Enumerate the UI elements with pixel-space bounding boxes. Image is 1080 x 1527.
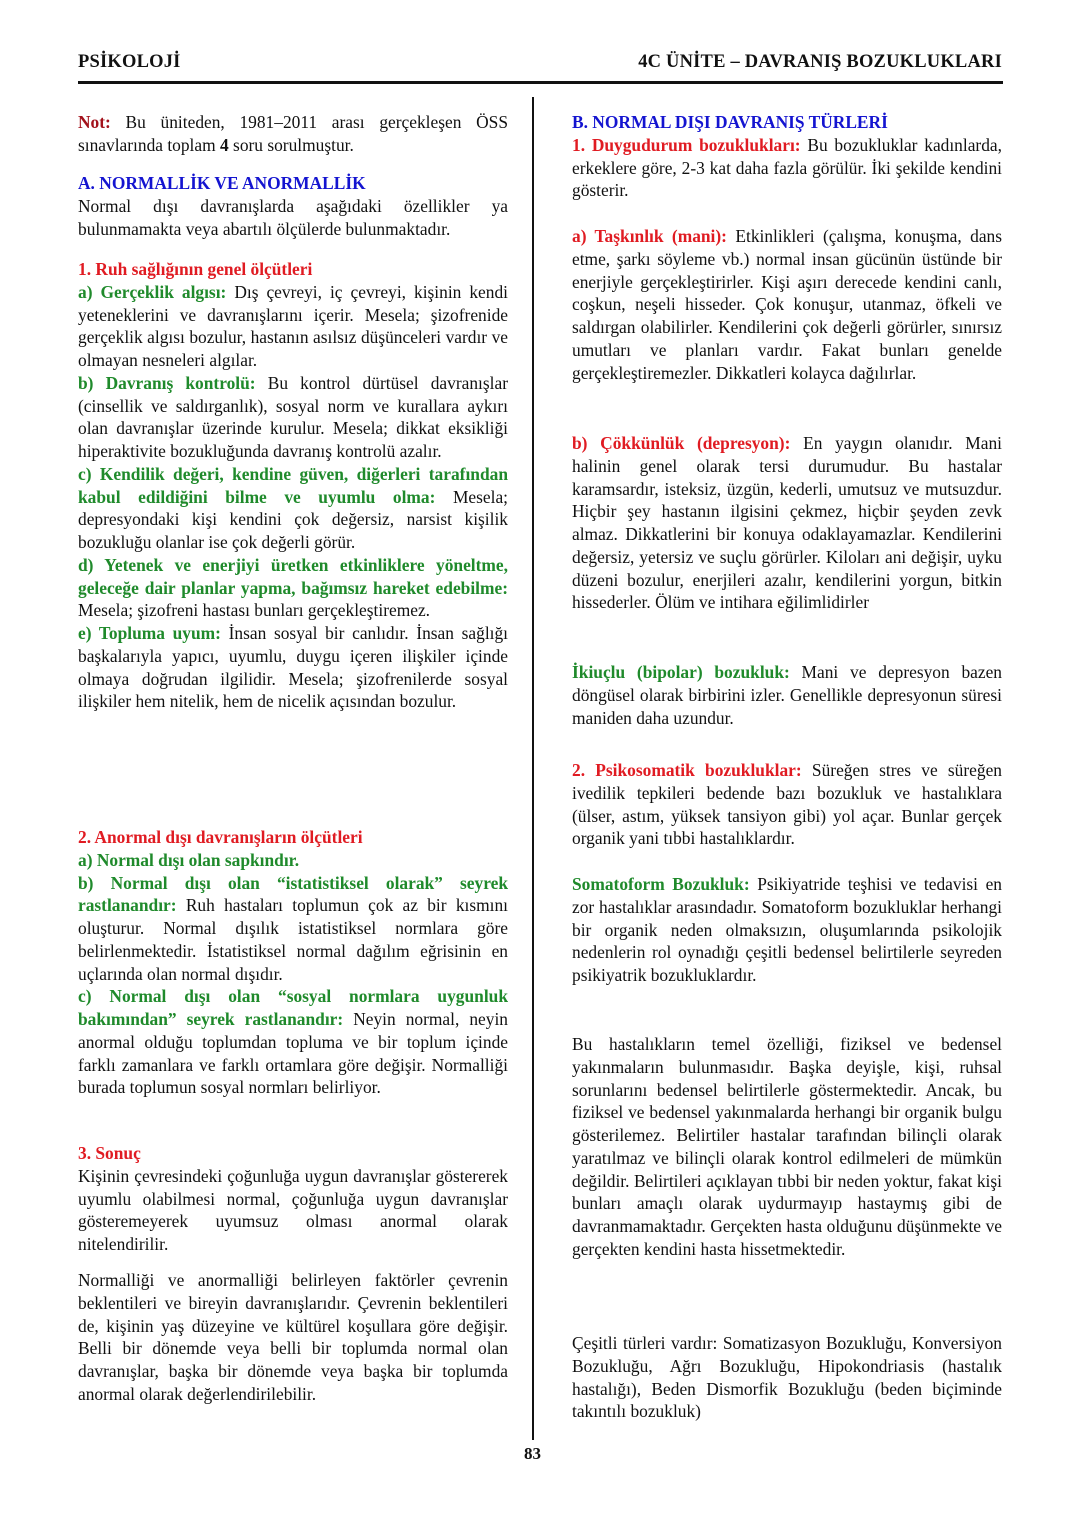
text-line [78, 826, 508, 849]
text-line [78, 554, 508, 622]
text-line [78, 463, 508, 554]
body-text: Mani ve depresyon bazen döngüsel olarak birbirini izler. Genellikle depresyonun süresi maniden daha uzundur. [572, 662, 1002, 728]
right-paragraph [572, 873, 1002, 987]
emphasis-text: Not: [78, 112, 111, 132]
emphasis-text: c) Kendilik değeri, kendine güven, diğerleri tarafından kabul edildiğini bilme ve uyumlu olma: [78, 463, 508, 507]
right-paragraph [572, 225, 1002, 384]
right-paragraph [572, 759, 1002, 850]
emphasis-text: a) Gerçeklik algısı: [78, 281, 227, 302]
text-line [78, 1165, 508, 1256]
right-paragraph [572, 432, 1002, 614]
heading-text: 2. Anormal dışı davranışların ölçütleri [78, 827, 363, 847]
text-line [78, 1269, 508, 1406]
heading-text: 1. Duygudurum bozuklukları: [572, 134, 801, 155]
left-paragraph [78, 1142, 508, 1256]
header-unit-title: 4C ÜNİTE – DAVRANIŞ BOZUKLUKLARI [638, 52, 1002, 72]
emphasis-text: a) Normal dışı olan sapkındır. [78, 849, 300, 870]
emphasis-text: c) Normal dışı olan “sosyal normlara uygunluk bakımından” seyrek rastlanandır: [78, 986, 508, 1029]
body-text: Normal dışı davranışlarda aşağıdaki özellikler ya bulunmamakta veya abartılı ölçülerde bulunmaktadır. [78, 195, 508, 239]
right-paragraph [572, 661, 1002, 729]
body-text: Çeşitli türleri vardır: Somatizasyon Bozukluğu, Konversiyon Bozukluğu, Ağrı Bozukluğu, Hipokondriasis (hastalık hastalığı), Beden Dismorfik Bozukluğu (beden biçiminde takıntılı bozukluk) [572, 1333, 1002, 1422]
text-line [78, 372, 508, 463]
heading-text: B. NORMAL DIŞI DAVRANIŞ TÜRLERİ [572, 112, 888, 132]
text-line [78, 622, 508, 713]
text-line [572, 111, 1002, 134]
heading-text: b) Çökkünlük (depresyon): [572, 433, 791, 453]
right-paragraph [572, 1332, 1002, 1423]
text-line [78, 849, 508, 872]
text-line [572, 759, 1002, 850]
column-divider [532, 97, 534, 1440]
emphasis-text: Somatoform Bozukluk: [572, 874, 750, 894]
body-text: İnsan sosyal bir canlıdır. İnsan sağlığı başkalarıyla yapıcı, uyumlu, duygu içeren ilişkiler içinde olmaya doğrudan ilgilidir. Mesela; şizofrenilerde sosyal ilişkiler hem nitelik, hem de nicelik açısından bozulur. [78, 623, 509, 712]
heading-text: a) Taşkınlık (mani): [572, 226, 727, 246]
heading-text: A. NORMALLİK VE ANORMALLİK [78, 173, 366, 193]
body-text: Etkinlikleri (çalışma, konuşma, dans etme, şarkı söyleme vb.) normal insan gücünün üstünde bir enerjiyle gerçekleştirirler. Kişi aşırı derecede kendini canlı, coşkun, neşeli hisseder. Çok konuşur, utanmaz, öfkeli ve saldırgan olabilirler. Kendilerini çok değerli görürler, sınırsız umutları ve planları vardır. Fakat bunları genelde gerçekleştiremezler. Dikkatleri kolayca dağılırlar. [572, 226, 1003, 383]
text-line [572, 1033, 1002, 1261]
text-line [78, 111, 508, 157]
emphasis-text: b) Davranış kontrolü: [78, 372, 256, 393]
emphasis-text: d) Yetenek ve enerjiyi üretken etkinliklere yöneltme, geleceğe dair planlar yapma, bağımsız hareket edebilme: [78, 554, 508, 598]
left-paragraph [78, 111, 508, 157]
right-paragraph [572, 111, 1002, 202]
left-paragraph [78, 258, 508, 713]
body-text: Dış çevreyi, iç çevreyi, kişinin kendi yeteneklerini ve davranışlarını içerir. Mesela; şizofrenide gerçeklik algısı bozulur, hastanın asılsız düşünceleri vardır ve olmayan nesneleri algılar. [78, 281, 508, 370]
body-text: Normalliği ve anormalliği belirleyen faktörler çevrenin beklentileri ve bireyin davranışlarıdır. Çevrenin beklentileri de, kişinin yaş düzeyine ve kültürel koşullara göre değişir. Belli bir dönemde veya belli bir toplumda normal olan davranışlar, başka bir dönemde veya başka bir toplumda anormal olarak değerlendirilebilir. [78, 1270, 508, 1404]
body-text: Neyin normal, neyin anormal olduğu toplumdan topluma ve bir toplum içinde farklı zamanlara ve farklı ortamlara göre değişir. Normalliği burada toplumun sosyal normları belirliyor. [78, 1009, 508, 1098]
emphasis-text: b) Normal dışı olan “istatistiksel olarak” seyrek rastlanandır: [78, 872, 508, 916]
left-paragraph [78, 1269, 508, 1406]
text-line [78, 281, 508, 372]
header-divider [78, 81, 1003, 84]
text-line [572, 225, 1002, 384]
left-paragraph [78, 172, 508, 240]
left-paragraph [78, 826, 508, 1099]
body-text: Kişinin çevresindeki çoğunluğa uygun davranışlar göstererek uyumlu olabilmesi normal, çoğunluğa uygun davranışlar gösteremeyerek uyumsuz olması anormal olarak nitelendirilir. [78, 1165, 508, 1254]
text-line [572, 134, 1002, 202]
body-text: Mesela; depresyondaki kişi kendini çok değersiz, narsist kişilik bozukluğu olanlar ise çok değerli görür. [78, 486, 508, 552]
heading-text: 2. Psikosomatik bozukluklar: [572, 760, 802, 780]
text-line [572, 1332, 1002, 1423]
text-line [572, 661, 1002, 729]
body-text: Süreğen stres ve süreğen ivedilik tepkileri bedende bazı bozukluk ve hastalıklara (ülser, astım, yüksek tansiyon gibi) yol açar. Bunlar gerçek organik yani tıbbi hastalıklardır. [572, 760, 1002, 849]
body-text: Bu üniteden, 1981–2011 arası gerçekleşen ÖSS sınavlarında toplam [78, 112, 508, 155]
body-text: Bu bozukluklar kadınlarda, erkeklere göre, 2-3 kat daha fazla görülür. İki şekilde kendini gösterir. [572, 134, 1002, 201]
text-line [78, 258, 508, 281]
body-text: En yaygın olanıdır. Mani halinin genel olarak tersi durumudur. Bu hastalar karamsardır, isteksiz, üzgün, kederli, umutsuz ve mutsuzdur. Hiçbir şey hastanın ilgisini çekmez, hiçbir şeyden zevk almaz. Dikkatlerini bir konuya odaklayamazlar. Kendilerini değersiz, yetersiz ve suçlu görürler. Kiloları ani değişir, uyku düzeni bozulur, enerjileri azalır, kendilerini yorgun, bitkin hissederler. Ölüm ve intihara eğilimlidirler [572, 433, 1002, 613]
page-number: 83 [524, 1444, 541, 1463]
right-paragraph [572, 1033, 1002, 1261]
body-text: soru sorulmuştur. [228, 134, 354, 155]
text-line [78, 985, 508, 1099]
emphasis-text: e) Topluma uyum: [78, 623, 221, 643]
body-text: Bu kontrol dürtüsel davranışlar (cinsellik ve saldırganlık), sosyal norm ve kurallara aykırı olan davranışlar üzerinde kurulur. Mesela; dikkat eksikliği hiperaktivite bozukluğunda davranış kontrolü azalır. [78, 372, 508, 461]
text-line [78, 172, 508, 195]
text-line [78, 1142, 508, 1165]
header-subject: PSİKOLOJİ [78, 52, 181, 72]
body-text: Mesela; şizofreni hastası bunları gerçekleştiremez. [78, 600, 431, 621]
text-line [78, 872, 508, 986]
text-line [78, 195, 508, 241]
body-text: Psikiyatride teşhisi ve tedavisi en zor hastalıklar arasındadır. Somatoform bozukluklar herhangi bir organik neden olmaksızın, oluşumlarında psikolojik nedenlerin rol oynadığı çeşitli bedensel belirtilerle seyreden psikiyatrik bozukluklardır. [572, 874, 1002, 985]
emphasis-text: 4 [220, 134, 229, 155]
emphasis-text: İkiuçlu (bipolar) bozukluk: [572, 662, 790, 682]
heading-text: 3. Sonuç [78, 1143, 141, 1163]
body-text: Bu hastalıkların temel özelliği, fiziksel ve bedensel yakınmaların bulunmasıdır. Başka deyişle, kişi, ruhsal sorunlarını bedensel belirtilerle göstermektedir. Ancak, bu fiziksel ve bedensel yakınmalarda herhangi bir organik bulgu gösterilemez. Belirtiler hastalar tarafından bilinçli olarak yaratılmaz ve bilinçli olarak kontrol edilmeleri de mümkün değildir. Belirtileri açıklayan tıbbi bir neden yoktur, fakat kişi bunları amaçlı olarak uydurmayıp hastaymış gibi de davranmamaktadır. Gerçekten hasta olduğunu düşünmekte ve gerçekten kendini hasta hissetmektedir. [572, 1034, 1002, 1259]
heading-text: 1. Ruh sağlığının genel ölçütleri [78, 259, 313, 279]
text-line [572, 873, 1002, 987]
body-text: Ruh hastaları toplumun çok az bir kısmını oluşturur. Normal dışılık istatistiksel normlara göre belirlenmektedir. İstatistiksel normal dağılım eğrisinin en uçlarında olan normal dışıdır. [78, 895, 508, 984]
text-line [572, 432, 1002, 614]
